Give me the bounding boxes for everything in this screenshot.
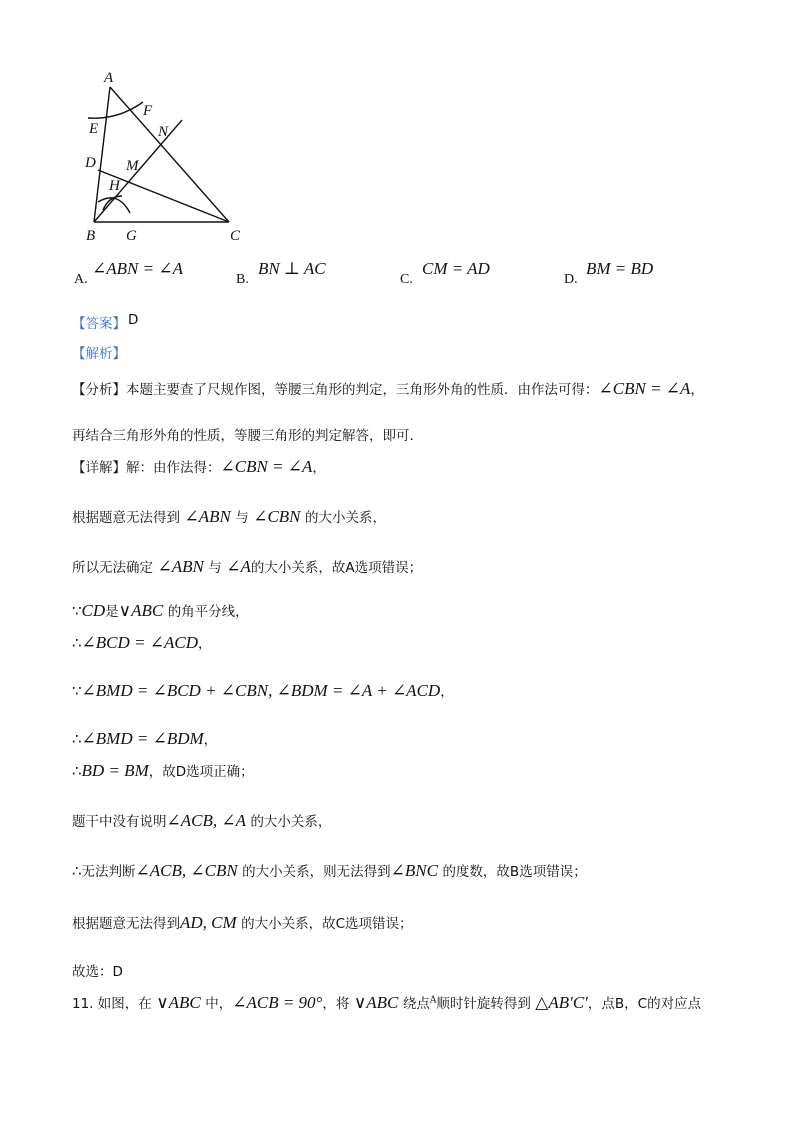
detail-text: ， <box>440 684 454 700</box>
triangle-figure <box>0 0 320 250</box>
detail-text: 的角平分线， <box>167 604 249 620</box>
label-h: H <box>109 178 120 194</box>
q11-math: △AB′C′ <box>535 993 588 1012</box>
detail-math: ∠ABN <box>157 557 204 576</box>
detail-line-8 <box>72 760 254 781</box>
detail-text: ， <box>198 636 212 652</box>
fenxi-line-2: 再结合三角形外角的性质，等腰三角形的判定解答，即可． <box>72 428 423 444</box>
label-g: G <box>126 228 137 244</box>
q11-text: 11. 如图，在 <box>72 996 152 1012</box>
fenxi-math-1: ∠CBN = ∠A <box>598 379 691 398</box>
option-c-letter: C. <box>400 272 413 287</box>
detail-text: 无法判断 <box>81 864 136 880</box>
option-d-letter: D. <box>564 272 578 287</box>
detail-line-6 <box>72 680 454 701</box>
question-11 <box>72 992 701 1013</box>
fenxi-text-1: 本题主要查了尺规作图，等腰三角形的判定，三角形外角的性质．由作法可得： <box>126 382 599 398</box>
label-b: B <box>86 228 96 244</box>
detail-text: 的大小关系， <box>250 814 332 830</box>
option-d-expr: BM = BD <box>586 259 654 278</box>
detail-text: 所以无法确定 <box>72 560 153 576</box>
detail-math: ∠A <box>226 557 251 576</box>
detail-line-7 <box>72 728 217 749</box>
therefore-symbol: ∴ <box>72 762 82 780</box>
detail-math: ∨ABC <box>118 601 164 620</box>
fenxi-line-1 <box>72 378 704 399</box>
side-ac <box>110 87 229 222</box>
detail-text: ， <box>312 460 326 476</box>
detail-tag: 【详解】 <box>72 460 126 476</box>
q11-text: ，点B，C的对应点 <box>587 996 702 1012</box>
detail-math: ∠CBN <box>253 507 301 526</box>
analysis-tag: 【解析】 <box>72 346 126 362</box>
q11-text: 绕点 <box>402 996 430 1012</box>
detail-text: 与 <box>208 560 222 576</box>
therefore-symbol: ∴ <box>72 862 82 880</box>
detail-math: ∠ACB, ∠CBN <box>135 861 238 880</box>
detail-line-3 <box>72 556 422 577</box>
q11-text: ，将 <box>322 996 350 1012</box>
label-c: C <box>230 228 241 244</box>
detail-text: 题干中没有说明 <box>72 814 167 830</box>
option-a-expr: ∠ABN = ∠A <box>92 259 183 278</box>
q11-text: 中， <box>205 996 233 1012</box>
detail-math: ∠CBN = ∠A <box>220 457 313 476</box>
detail-math: CD <box>81 601 106 620</box>
label-n: N <box>158 124 169 140</box>
label-m: M <box>126 158 139 174</box>
option-b-letter: B. <box>236 272 249 287</box>
detail-line-12: 故选：D <box>72 964 123 980</box>
detail-text: 与 <box>235 510 249 526</box>
detail-math: AD, CM <box>180 913 237 932</box>
detail-text: 的大小关系，故A选项错误； <box>250 560 423 576</box>
detail-text: 的大小关系， <box>304 510 386 526</box>
because-symbol: ∵ <box>72 602 82 620</box>
detail-line-11 <box>72 912 413 933</box>
label-e: E <box>89 121 99 137</box>
detail-line-2 <box>72 506 386 527</box>
detail-text: 的大小关系，故C选项错误； <box>241 916 413 932</box>
detail-line-10 <box>72 860 587 881</box>
answer-value: D <box>128 312 139 328</box>
q11-math: ∠ACB = 90° <box>232 993 323 1012</box>
detail-math: ∠ABN <box>184 507 231 526</box>
answer-tag: 【答案】 <box>72 316 126 332</box>
q11-math: ∨ABC <box>156 993 201 1012</box>
detail-math: ∠BMD = ∠BCD + ∠CBN, ∠BDM = ∠A + ∠ACD <box>81 681 441 700</box>
label-a: A <box>104 70 114 86</box>
detail-text: 的大小关系，则无法得到 <box>242 864 391 880</box>
detail-text: ，故D选项正确； <box>148 764 254 780</box>
because-symbol: ∵ <box>72 682 82 700</box>
detail-line-4 <box>72 600 249 621</box>
label-d: D <box>85 155 96 171</box>
fenxi-tag: 【分析】 <box>72 382 126 398</box>
detail-line-1 <box>72 456 326 477</box>
detail-text: 根据题意无法得到 <box>72 916 180 932</box>
detail-math: ∠ACB, ∠A <box>166 811 246 830</box>
fenxi-end: ， <box>690 382 704 398</box>
detail-math: ∠BMD = ∠BDM <box>81 729 204 748</box>
detail-text: 的度数，故B选项错误； <box>442 864 587 880</box>
therefore-symbol: ∴ <box>72 730 82 748</box>
detail-math: ∠BCD = ∠ACD <box>81 633 199 652</box>
q11-sup: A <box>429 995 437 1006</box>
therefore-symbol: ∴ <box>72 634 82 652</box>
detail-line-5 <box>72 632 212 653</box>
label-f: F <box>143 103 153 119</box>
option-c-expr: CM = AD <box>422 259 490 278</box>
detail-line-9 <box>72 810 331 831</box>
detail-text: ， <box>203 732 218 748</box>
detail-math: BD = BM <box>81 761 149 780</box>
detail-text: 是 <box>105 604 119 620</box>
detail-text: 解：由作法得： <box>126 460 221 476</box>
option-b-expr: BN ⊥ AC <box>258 259 326 278</box>
detail-math: ∠BNC <box>390 861 438 880</box>
option-a-letter: A. <box>74 272 88 287</box>
q11-math: ∨ABC <box>353 993 399 1012</box>
q11-text: 顺时针旋转得到 <box>436 996 531 1012</box>
detail-text: 根据题意无法得到 <box>72 510 180 526</box>
